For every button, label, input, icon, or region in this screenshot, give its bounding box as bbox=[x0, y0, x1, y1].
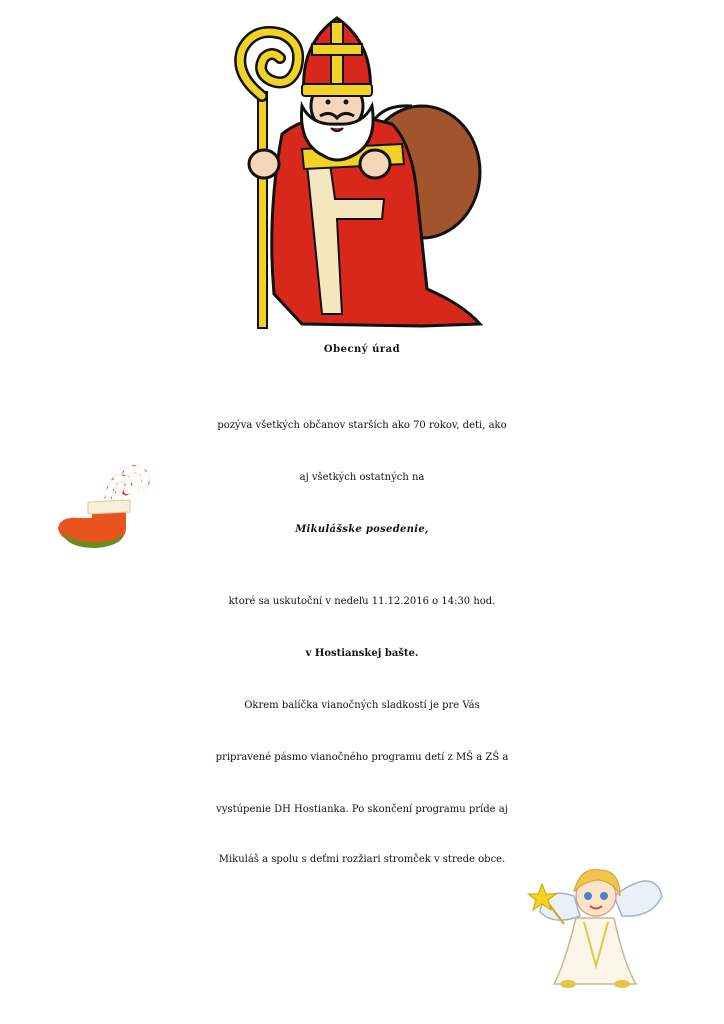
program-line: Okrem balíčka vianočných sladkostí je pre Vás bbox=[244, 700, 480, 711]
program-line: pripravené pásmo vianočného programu detí z MŠ a ZŠ a bbox=[215, 752, 509, 763]
invitation-line: pozýva všetkých občanov starších ako 70 rokov, deti, ako bbox=[217, 420, 507, 431]
mitre-icon bbox=[302, 18, 372, 96]
saint-nicholas-illustration bbox=[212, 14, 494, 334]
program-line: vystúpenie DH Hostianka. Po skončení programu príde aj bbox=[216, 804, 508, 815]
event-name: Mikulášske posedenie, bbox=[295, 524, 429, 535]
page-title: Obecný úrad bbox=[323, 344, 401, 355]
invitation-line: aj všetkých ostatných na bbox=[299, 472, 425, 483]
event-datetime: ktoré sa uskutoční v nedeľu 11.12.2016 o 14:30 hod. bbox=[228, 596, 496, 607]
event-place: v Hostianskej bašte. bbox=[305, 648, 419, 659]
program-line: Mikuláš a spolu s deťmi rozžiari stromček v strede obce. bbox=[218, 854, 506, 865]
angel-icon bbox=[524, 856, 664, 992]
